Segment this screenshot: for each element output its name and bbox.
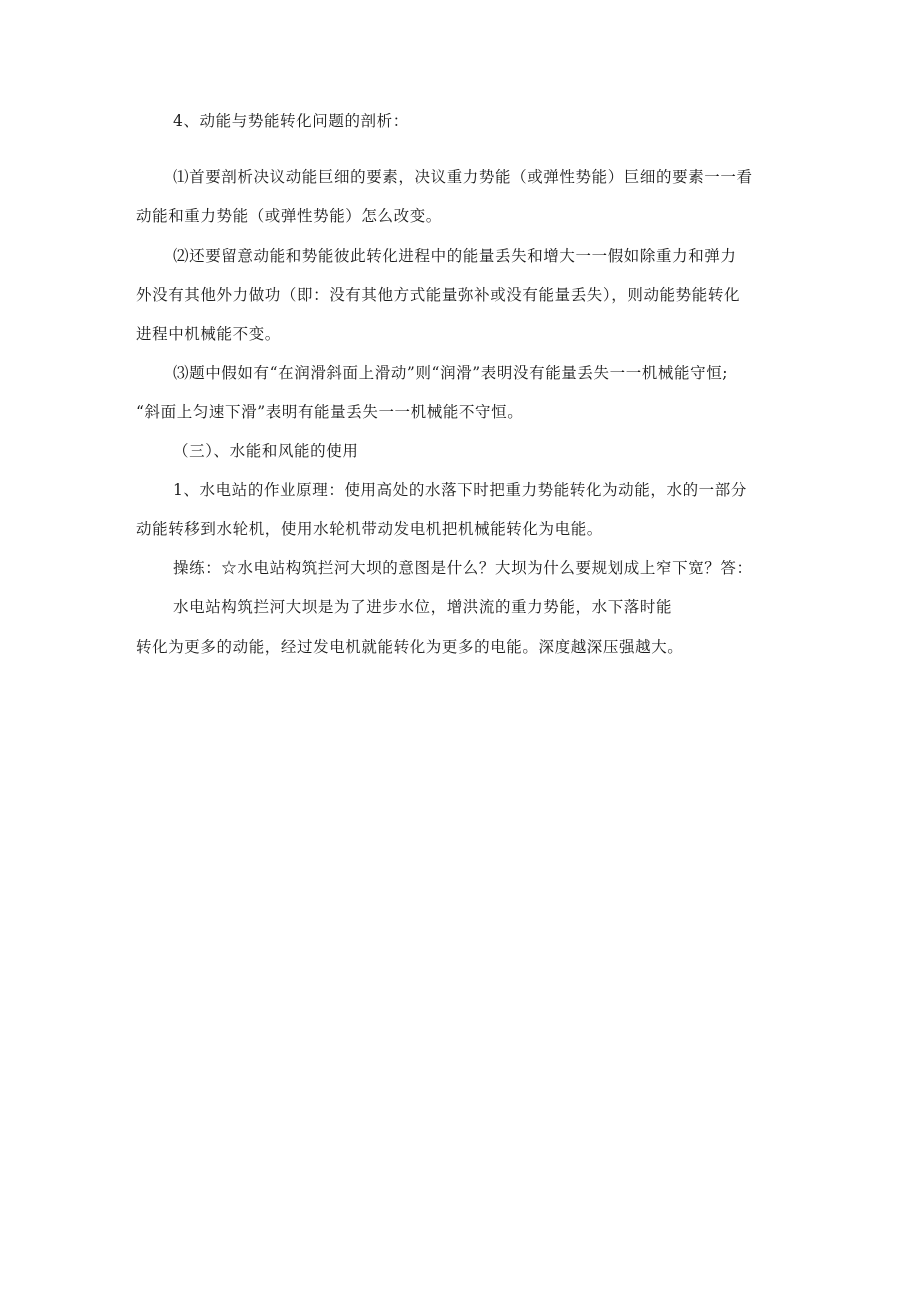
paragraph-3-line-1: ⑶题中假如有“在润滑斜面上滑动”则“润滑”表明没有能量丢失一一机械能守恒;: [173, 364, 729, 382]
paragraph-4-line-2: 动能转移到水轮机，使用水轮机带动发电机把机械能转化为电能。: [136, 520, 603, 538]
exercise-line-1: 操练：☆水电站构筑拦河大坝的意图是什么？大坝为什么要规划成上窄下宽？答：: [173, 559, 753, 577]
paragraph-2-line-3: 进程中机械能不变。: [136, 325, 281, 343]
paragraph-4-line-1: 1、水电站的作业原理：使用高处的水落下时把重力势能转化为动能，水的一部分: [173, 481, 747, 499]
paragraph-2-line-1: ⑵还要留意动能和势能彼此转化进程中的能量丢失和增大一一假如除重力和弹力: [173, 247, 737, 265]
exercise-answer-line-1: 水电站构筑拦河大坝是为了进步水位，增洪流的重力势能，水下落时能: [173, 598, 673, 616]
section-heading: 4、动能与势能转化问题的剖析：: [173, 112, 409, 130]
paragraph-1-line-2: 动能和重力势能（或弹性势能）怎么改变。: [136, 207, 442, 225]
exercise-answer-line-2: 转化为更多的动能，经过发电机就能转化为更多的电能。深度越深压强越大。: [136, 638, 684, 656]
subheading: （三）、水能和风能的使用: [173, 442, 359, 460]
paragraph-3-line-2: “斜面上匀速下滑”表明有能量丢失一一机械能不守恒。: [136, 403, 524, 421]
paragraph-2-line-2: 外没有其他外力做功（即：没有其他方式能量弥补或没有能量丢失），则动能势能转化: [136, 286, 741, 304]
paragraph-1-line-1: ⑴首要剖析决议动能巨细的要素，决议重力势能（或弹性势能）巨细的要素一一看: [173, 168, 753, 186]
